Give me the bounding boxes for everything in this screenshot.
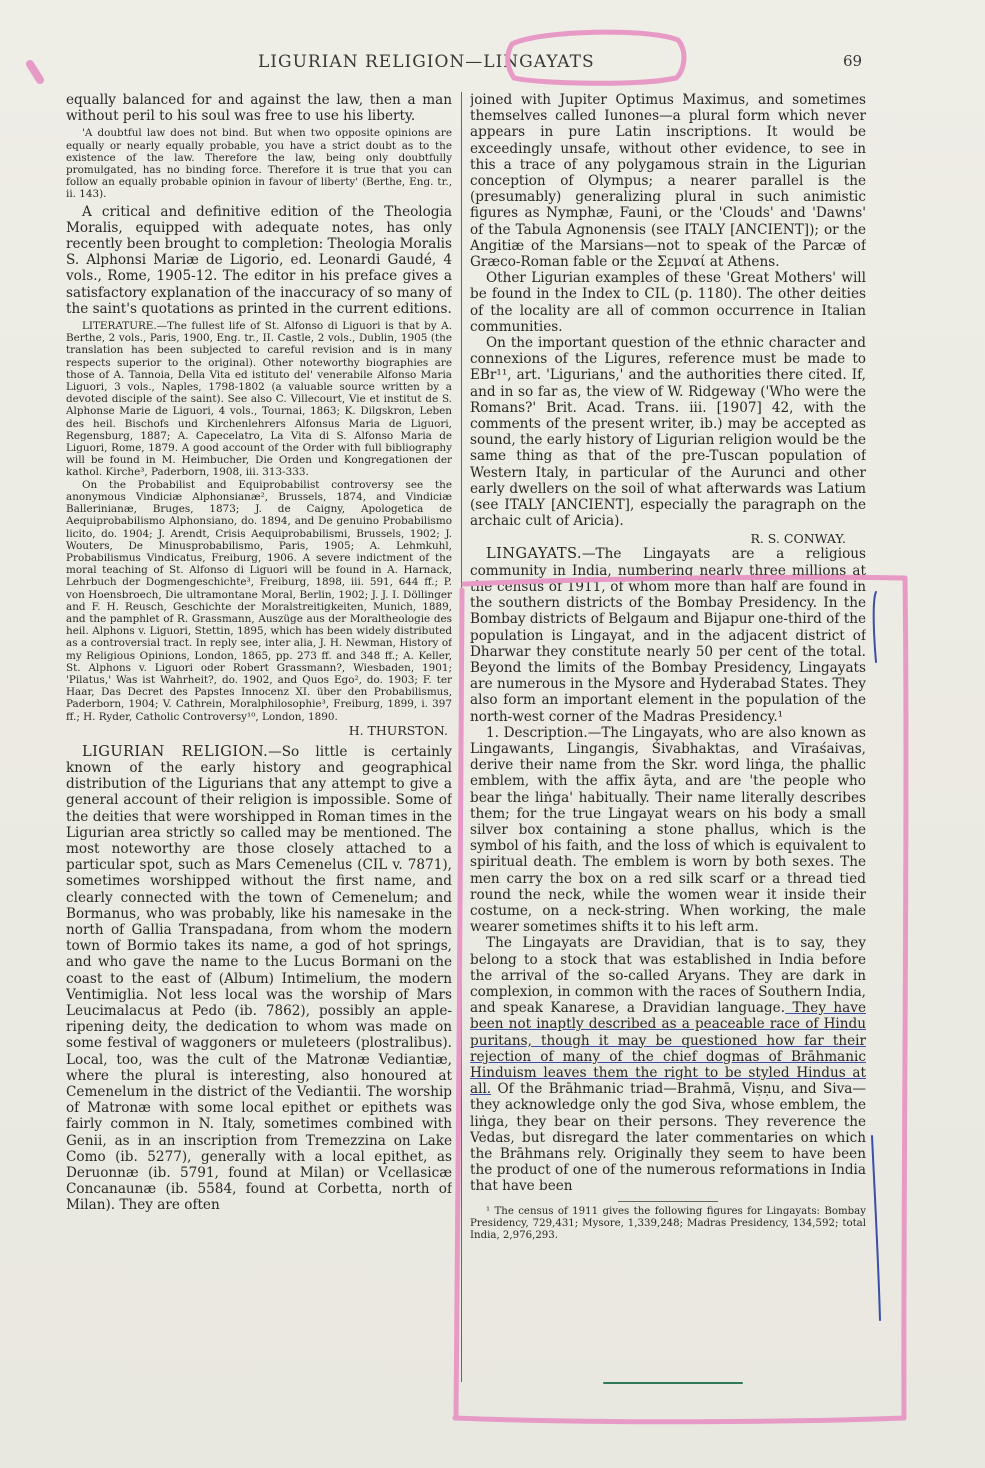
header-title: LIGURIAN RELIGION—LINGAYATS [258, 52, 595, 72]
literature-note: LITERATURE.—The fullest life of St. Alfonso di Liguori is that by A. Berthe, 2 vols., Paris, 1900, Eng. tr., II. Castle, 2 vols., Dublin, 1905 (the translation has been subjected to careful revision and is in many respects superior to the original). Other noteworthy biographies are those of A. Tannoia, Della Vita ed istituto del' venerabile Alfonso Maria Liguori, 3 vols., Naples, 1798-1802 (a valuable source written by a devoted disciple of the saint). See also C. Villecourt, Vie et institut de S. Alphonse Marie de Liguori, 4 vols., Tournai, 1863; K. Dilgskron, Leben des heil. Bischofs und Kirchenlehrers Alfonsus Maria de Liguori, Regensburg, 1887; A. Capecelatro, La Vita di S. Alfonso Maria de Liguori, Rome, 1879. A good account of the Order with full bibliography will be found in M. Heimbucher, Die Orden und Kongregationen der kathol. Kirche³, Paderborn, 1908, iii. 313-333. [66, 320, 452, 479]
paragraph [470, 935, 866, 1194]
paragraph: Other Ligurian examples of these 'Great Mothers' will be found in the Index to CIL (p. 1180). The other deities of the locality are all of common occurrence in Italian communities. [470, 270, 866, 335]
paragraph: A critical and definitive edition of the Theologia Moralis, equipped with adequate notes, has only recently been brought to completion: Theologia Moralis S. Alphonsi Mariæ de Ligorio, ed. Leonardi Gaudé, 4 vols., Rome, 1905-12. The editor in his preface gives a satisfactory explanation of the inaccuracy of so many of the saint's quotations as printed in the current editions. [66, 203, 452, 317]
pink-article-box-right [904, 578, 906, 1418]
article-lingayats [470, 546, 866, 724]
author-signature: H. THURSTON. [348, 722, 448, 738]
right-column [470, 92, 866, 1392]
paragraph-part: Of the Brāhmanic triad—Brahmā, Viṣṇu, and Siva—they acknowledge only the god Siva, whose emblem, the liṅga, they bear on their persons. They reverence the Vedas, but disregard the later commentaries on which the Brāhmans rely. Originally they seem to have been the product of one of the numerous reformations in India that have been [470, 1081, 866, 1195]
underlined-passage: They have been not inaptly described as a peaceable race of Hindu puritans, though it may be questioned how far their rejection of many of the chief dogmas of Brāhmanic Hinduism leaves them the right to be styled Hindus at all. [470, 1000, 866, 1098]
section-heading: 1. Description. [486, 724, 588, 741]
paragraph-part: The Lingayats are Dravidian, that is to say, they belong to a stock that was established in India before the arrival of the so-called Aryans. They are dark in complexion, in common with the races of Southern India, and speak Kanarese, a Dravidian language. [470, 935, 866, 1017]
blue-bracket-top [874, 592, 876, 662]
literature-note: On the Probabilist and Equiprobabilist controversy see the anonymous Vindiciæ Alphonsianæ², Brussels, 1874, and Vindiciæ Ballerinianæ, Bruges, 1873; J. de Caigny, Apologetica de Aequiprobabilismo Alphonsiano, do. 1894, and De genuino Probabilismo licito, do. 1904; J. Arendt, Crisis Aequiprobabilismi, Brussels, 1902; J. Wouters, De Minusprobabilismo, Paris, 1905; A. Lehmkuhl, Probabilismus Vindicatus, Freiburg, 1906. A severe indictment of the moral teaching of St. Alfonso di Liguori will be found in A. Harnack, Lehrbuch der Dogmengeschichte³, Freiburg, 1898, iii. 591, 644 ff.; P. von Hoensbroech, Die ultramontane Moral, Berlin, 1902; J. J. I. Döllinger and F. H. Reusch, Geschichte der Moralstreitigkeiten, Munich, 1889, and the pamphlet of R. Grassmann, Auszüge aus der Moraltheologie des heil. Alphons v. Liguori, Stettin, 1895, which has been widely distributed as a controversial tract. In reply see, inter alia, J. H. Newman, History of my Religious Opinions, London, 1865, pp. 273 ff. and 348 ff.; A. Keller, St. Alphons v. Liguori oder Robert Grassmann?, Wiesbaden, 1901; 'Pilatus,' Was ist Wahrheit?, do. 1902, and Quos Ego², do. 1903; F. ter Haar, Das Decret des Papstes Innocenz XI. über den Probabilismus, Paderborn, 1904; V. Cathrein, Moralphilosophie³, Freiburg, 1899, i. 397 ff.; H. Ryder, Catholic Controversy¹⁰, London, 1890. [66, 478, 452, 723]
column-divider [461, 92, 462, 1382]
paragraph: On the important question of the ethnic character and connexions of the Ligures, reference must be made to EBr¹¹, art. 'Ligurians,' and the authorities there cited. If, and in so far as, the view of W. Ridgeway ('Who were the Romans?' Brit. Acad. Trans. iii. [1907] 42, with the comments of the present writer, ib.) may be accepted as sound, the early history of Ligurian religion would be the same thing as that of the pre-Tuscan population of Western Italy, in particular of the Aurunci and other early dwellers on the soil of what afterwards was Latium (see ITALY [ANCIENT], especially the paragraph on the archaic cult of Aricia). [470, 335, 866, 530]
page-number: 69 [843, 52, 863, 70]
article-heading: LIGURIAN RELIGION. [82, 742, 269, 760]
author-signature: R. S. CONWAY. [750, 531, 846, 547]
footnote-rule [618, 1201, 718, 1202]
article-ligurian-religion [66, 744, 452, 1214]
section-text: —The Lingayats, who are also known as Lingawants, Lingangis, Śivabhaktas, and Vīraśaivas, derive their name from the Skr. word liṅga, the phallic emblem, with the affix āyta, and are 'the people who bear the liṅga' habitually. Their name literally describes them; for the true Lingayat wears on his body a small silver box containing a stone phallus, which is the symbol of his faith, and the loss of which is equivalent to spiritual death. The emblem is worn by both sexes. The men carry the box on a red silk scarf or a thread tied round the neck, while the women wear it inside their costume, on a neck-string. When working, the male wearer sometimes shifts it to his left arm. [470, 724, 866, 936]
running-header [0, 52, 985, 76]
article-text: —So little is certainly known of the early history and geographical distribution of the Ligurians that any attempt to give a general account of their religion is impossible. Some of the deities that were worshipped in Roman times in the Ligurian area strictly so called may be mentioned. The most noteworthy are those closely attached to a particular spot, such as Mars Cemenelus (CIL v. 7871), sometimes worshipped without the first name, and clearly connected with the town of Cemenelum; and Bormanus, who was probably, like his namesake in the north of Gallia Transpadana, from whom the modern town of Bormio takes its name, a god of hot springs, and who gave the name to the Lucus Bormani on the coast to the east of (Album) Intimelium, the modern Ventimiglia. Not less local was the worship of Mars Leucimalacus at Pedo (ib. 7862), possibly an apple-ripening deity, the dedication to whom was made on some festival of waggoners or muleteers (plostralibus). Local, too, was the cult of the Matronæ Vediantiæ, where the plural is interesting, also honoured at Cemenelum in the district of the Vediantii. The worship of Matronæ with some local epithet or epithets was fairly common in N. Italy, sometimes combined with Genii, as in an inscription from Tremezzina on Lake Como (ib. 5277), generally with a local epithet, as Deruonnæ (ib. 5791, found at Milan) or Vcellasicæ Concanaunæ (ib. 5584, found at Corbetta, north of Milan). They are often [66, 743, 452, 1214]
blue-bracket-bottom [872, 1136, 880, 1320]
left-column [66, 92, 452, 1382]
article-text: —The Lingayats are a religious community in India, numbering nearly three millions at the census of 1911, of whom more than half are found in the southern districts of the Bombay Presidency. In the Bombay districts of Belgaum and Bijapur one-third of the population is Lingayat, and in the adjacent district of Dharwar they constitute nearly 50 per cent of the total. Beyond the limits of the Bombay Presidency, Lingayats are numerous in the Mysore and Hyderabad States. They also form an important element in the population of the north-west corner of the Madras Presidency.¹ [470, 546, 866, 725]
section-description [470, 725, 866, 936]
paragraph: equally balanced for and against the law, then a man without peril to his soul was free to use his liberty. [66, 92, 452, 125]
footnote: ¹ The census of 1911 gives the following figures for Lingayats: Bombay Presidency, 729,431; Mysore, 1,339,248; Madras Presidency, 134,592; total India, 2,976,293. [470, 1205, 866, 1241]
article-heading: LINGAYATS. [486, 545, 582, 563]
quotation: 'A doubtful law does not bind. But when two opposite opinions are equally or nearly equally probable, you have a strict doubt as to the existence of the law. Therefore the law, being only doubtfully promulgated, has no binding force. Therefore it is true that you can follow an equally probable opinion in favour of liberty' (Berthe, Eng. tr., ii. 143). [66, 127, 452, 201]
pink-article-box-bottom [455, 1418, 904, 1422]
paragraph: joined with Jupiter Optimus Maximus, and sometimes themselves called Iunones—a plural form which never appears in pure Latin inscriptions. It would be exceedingly unsafe, without other evidence, to see in this a trace of any polygamous strain in the Ligurian conception of Olympus; a nearer parallel is the (presumably) generalizing plural in such animistic figures as Nymphæ, Fauni, or the 'Clouds' and 'Dawns' of the Tabula Agnonensis (see ITALY [ANCIENT]); or the Angitiæ of the Marsians—not to speak of the Parcæ of Græco-Roman fable or the Σεμναί at Athens. [470, 92, 866, 271]
